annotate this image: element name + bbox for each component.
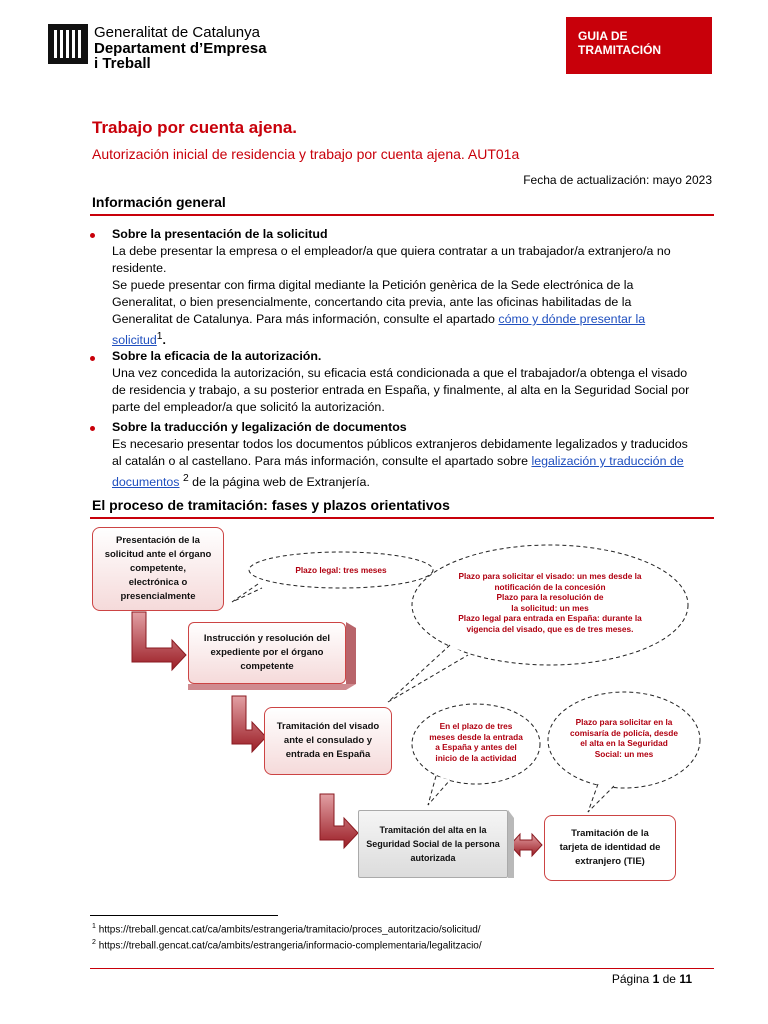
update-date: Fecha de actualización: mayo 2023	[523, 173, 712, 187]
page-label: Página	[611, 972, 650, 986]
guide-badge-line1: GUIA DE	[578, 29, 628, 43]
bubble-legal-term	[266, 565, 416, 576]
info-item-heading: Sobre la presentación de la solicitud	[112, 227, 328, 241]
bubble-line: En el plazo de tres	[439, 721, 513, 731]
org-name-line1: Generalitat de Catalunya	[94, 24, 260, 41]
bubble-three-months	[420, 721, 532, 763]
bubble-tail	[232, 584, 262, 602]
box-depth	[346, 622, 356, 684]
step-line: entrada en España	[285, 749, 371, 760]
footnote-ref: 2	[182, 473, 189, 484]
info-item-line: Una vez concedida la autorización, su eficacia está condicionada a que el trabajador/a obtenga el visado	[112, 366, 688, 380]
bubble-line: Plazo legal para entrada en España: durante la	[458, 613, 642, 624]
bubble-line: a España y antes del	[435, 742, 517, 753]
process-step-tie	[544, 815, 676, 881]
page-total: 11	[679, 972, 692, 986]
info-item-tail: de la página web de Extranjería.	[192, 475, 370, 490]
box-depth	[188, 684, 356, 690]
info-item-line: Generalitat de Catalunya. Para más información, consulte el apartado	[112, 312, 495, 326]
page-current: 1	[652, 972, 660, 986]
step-line: competente	[240, 661, 294, 672]
info-item-line: residente.	[112, 261, 167, 275]
page-title: Trabajo por cuenta ajena.	[92, 118, 298, 137]
bubble-line: vigencia del visado, que es de tres meses.	[466, 623, 634, 634]
bubble-line: Plazo para solicitar el visado: un mes desde la	[458, 571, 642, 581]
guide-badge-line2: TRAMITACIÓN	[578, 43, 662, 57]
step-line: competente,	[130, 563, 186, 574]
footnote-url[interactable]: https://treball.gencat.cat/ca/ambits/estrangeria/tramitacio/proces_autoritzacio/solicitud/	[98, 924, 481, 936]
org-name-line2: Departament d’Empresa	[94, 40, 267, 57]
page-subtitle: Autorización inicial de residencia y trabajo por cuenta ajena. AUT01a	[92, 146, 520, 162]
process-step-submission	[92, 527, 224, 611]
info-item-line: Es necesario presentar todos los documentos públicos extranjeros debidamente legalizados y traducidos	[112, 437, 688, 451]
step-line: presencialmente	[120, 591, 196, 602]
bubble-line: Plazo legal: tres meses	[295, 565, 387, 575]
footnote-2	[92, 939, 482, 951]
bubble-line: inicio de la actividad	[435, 752, 517, 763]
footnote-url[interactable]: https://treball.gencat.cat/ca/ambits/estrangeria/informacio-complementaria/legalitzacio/	[98, 940, 482, 952]
box-depth	[508, 810, 514, 878]
bubble-line: el alta en la Seguridad	[580, 738, 668, 749]
org-name-line3: i Treball	[94, 55, 151, 72]
flow-arrow-icon	[320, 794, 358, 848]
info-item-line: Generalitat, o bien presencialmente, concertando cita previa, ante las oficinas habilitadas de la	[112, 295, 632, 309]
step-line: Tramitación del alta en la	[379, 825, 487, 835]
section-title-general-info: Información general	[92, 194, 226, 210]
bubble-tail	[428, 776, 450, 805]
step-line: Presentación de la	[116, 535, 200, 546]
step-line: electrónica o	[128, 577, 188, 588]
step-line: autorizada	[410, 853, 456, 863]
footnote-number: 1	[92, 923, 96, 930]
step-line: Tramitación de la	[571, 828, 649, 839]
bubble-line: notificación de la concesión	[494, 581, 606, 592]
info-item-line: Se puede presentar con firma digital mediante la Petición genèrica de la Sede electrónica de la	[112, 278, 634, 292]
bubble-visa-terms	[432, 571, 668, 635]
info-item-line: de residencia y trabajo, a su posterior entrada en España, y finalmente, al alta en la Seguridad Social por	[112, 383, 690, 397]
step-line: ante el consulado y	[283, 735, 373, 746]
step-line: Seguridad Social de la persona	[366, 839, 500, 849]
bubble-line: Social: un mes	[594, 748, 654, 759]
step-line: tarjeta de identidad de	[559, 842, 661, 853]
flow-arrow-icon	[232, 696, 266, 752]
section-title-process: El proceso de tramitación: fases y plazos orientativos	[92, 497, 450, 513]
info-item-line: al catalán o al castellano. Para más información, consulte el apartado sobre	[112, 454, 529, 468]
footer-divider	[90, 968, 714, 969]
info-item-tail: .	[162, 333, 166, 348]
page-of: de	[662, 972, 676, 986]
step-line: extranjero (TIE)	[575, 856, 645, 867]
link-legalization[interactable]: legalización y traducción de	[531, 454, 684, 468]
page-number	[612, 972, 692, 986]
footnote-number: 2	[92, 939, 96, 946]
process-step-visa	[264, 707, 392, 775]
link-legalization-cont[interactable]: documentos	[112, 475, 180, 490]
bubble-line: meses desde la entrada	[429, 731, 523, 742]
footnote-divider	[90, 915, 278, 916]
bubble-tail	[588, 784, 614, 812]
bubble-line: Plazo para solicitar en la	[575, 717, 673, 727]
process-step-instruction	[188, 622, 346, 684]
bubble-tail	[388, 645, 468, 702]
bubble-police	[558, 717, 690, 759]
step-line: solicitud ante el órgano	[104, 549, 212, 560]
link-how-where-submit-cont[interactable]: solicitud	[112, 333, 157, 348]
double-arrow-icon	[510, 834, 542, 856]
step-line: Tramitación del visado	[276, 721, 380, 732]
link-how-where-submit[interactable]: cómo y dónde presentar la	[498, 312, 646, 326]
footnote-1	[92, 923, 481, 935]
process-step-social-security	[358, 810, 508, 878]
info-item-line: parte del empleador/a que solicitó la autorización.	[112, 400, 385, 414]
info-item-line: La debe presentar la empresa o el empleador/a que quiera contratar a un trabajador/a extranjero/a no	[112, 244, 671, 258]
bubble-line: la solicitud: un mes	[511, 602, 589, 613]
info-item-heading: Sobre la eficacia de la autorización.	[112, 349, 322, 363]
bubble-line: Plazo para la resolución de	[496, 592, 604, 603]
step-line: Instrucción y resolución del	[203, 633, 331, 644]
bubble-line: comisaría de policía, desde	[570, 727, 678, 738]
footnote-ref: 1	[156, 331, 163, 342]
flow-arrow-icon	[132, 612, 186, 670]
info-item-heading: Sobre la traducción y legalización de documentos	[112, 420, 407, 434]
step-line: expediente por el órgano	[210, 647, 324, 658]
